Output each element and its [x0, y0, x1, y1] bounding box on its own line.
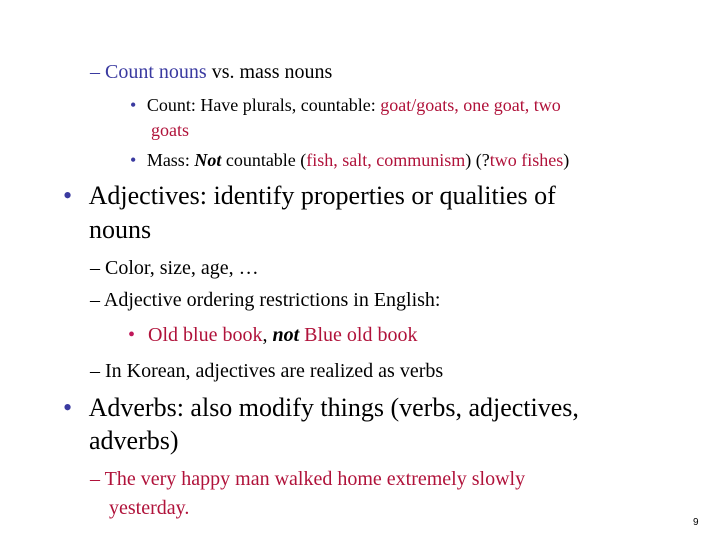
korean-adjectives: – In Korean, adjectives are realized as verbs: [90, 360, 444, 382]
mass-examples: fish, salt, communism: [306, 150, 466, 170]
mass-definition: [130, 150, 569, 171]
question-open: ) (?: [465, 150, 490, 170]
mass-nouns-text: mass nouns: [239, 61, 333, 83]
bullet: •: [63, 393, 73, 422]
adverb-example: [90, 468, 525, 491]
not-emphasis: not: [272, 324, 300, 346]
page-number: 9: [693, 517, 699, 528]
dash: –: [90, 61, 100, 83]
two-fishes-text: two fishes: [489, 150, 564, 170]
mass-label: Mass:: [146, 150, 195, 170]
count-label: Count: Have plurals, countable:: [146, 95, 381, 115]
bullet: •: [128, 324, 136, 346]
dash: –: [90, 468, 100, 490]
comma: ,: [262, 324, 273, 346]
adjectives-line1: Adjectives: identify properties or qualities of: [88, 181, 556, 210]
count-examples-wrap: goats: [151, 120, 189, 140]
adverbs-line1: Adverbs: also modify things (verbs, adjectives,: [88, 393, 579, 422]
bullet: •: [130, 95, 137, 115]
subpoint-count-vs-mass: [90, 61, 332, 84]
adverb-example-line2: yesterday.: [109, 497, 190, 519]
count-examples: goat/goats, one goat, two: [380, 95, 561, 115]
paren-close: ): [563, 150, 570, 170]
not-emphasis: Not: [194, 150, 222, 170]
count-definition: [130, 95, 561, 116]
blue-old-book: Blue old book: [299, 324, 418, 346]
vs-text: vs.: [206, 61, 240, 83]
bullet: •: [130, 150, 137, 170]
bullet: •: [63, 181, 73, 210]
adverbs-line2: adverbs): [89, 426, 179, 455]
adverbs-bullet: [63, 393, 579, 423]
countable-text: countable (: [221, 150, 307, 170]
adjective-ordering: – Adjective ordering restrictions in English:: [90, 289, 441, 311]
adverb-example-line1: The very happy man walked home extremely slowly: [104, 468, 526, 490]
ordering-example: [128, 324, 417, 347]
old-blue-book: Old blue book: [148, 324, 263, 346]
adjective-features: – Color, size, age, …: [90, 257, 259, 279]
count-nouns-text: Count nouns: [105, 61, 207, 83]
adjectives-line2: nouns: [89, 215, 152, 244]
adjectives-bullet: [63, 181, 556, 211]
